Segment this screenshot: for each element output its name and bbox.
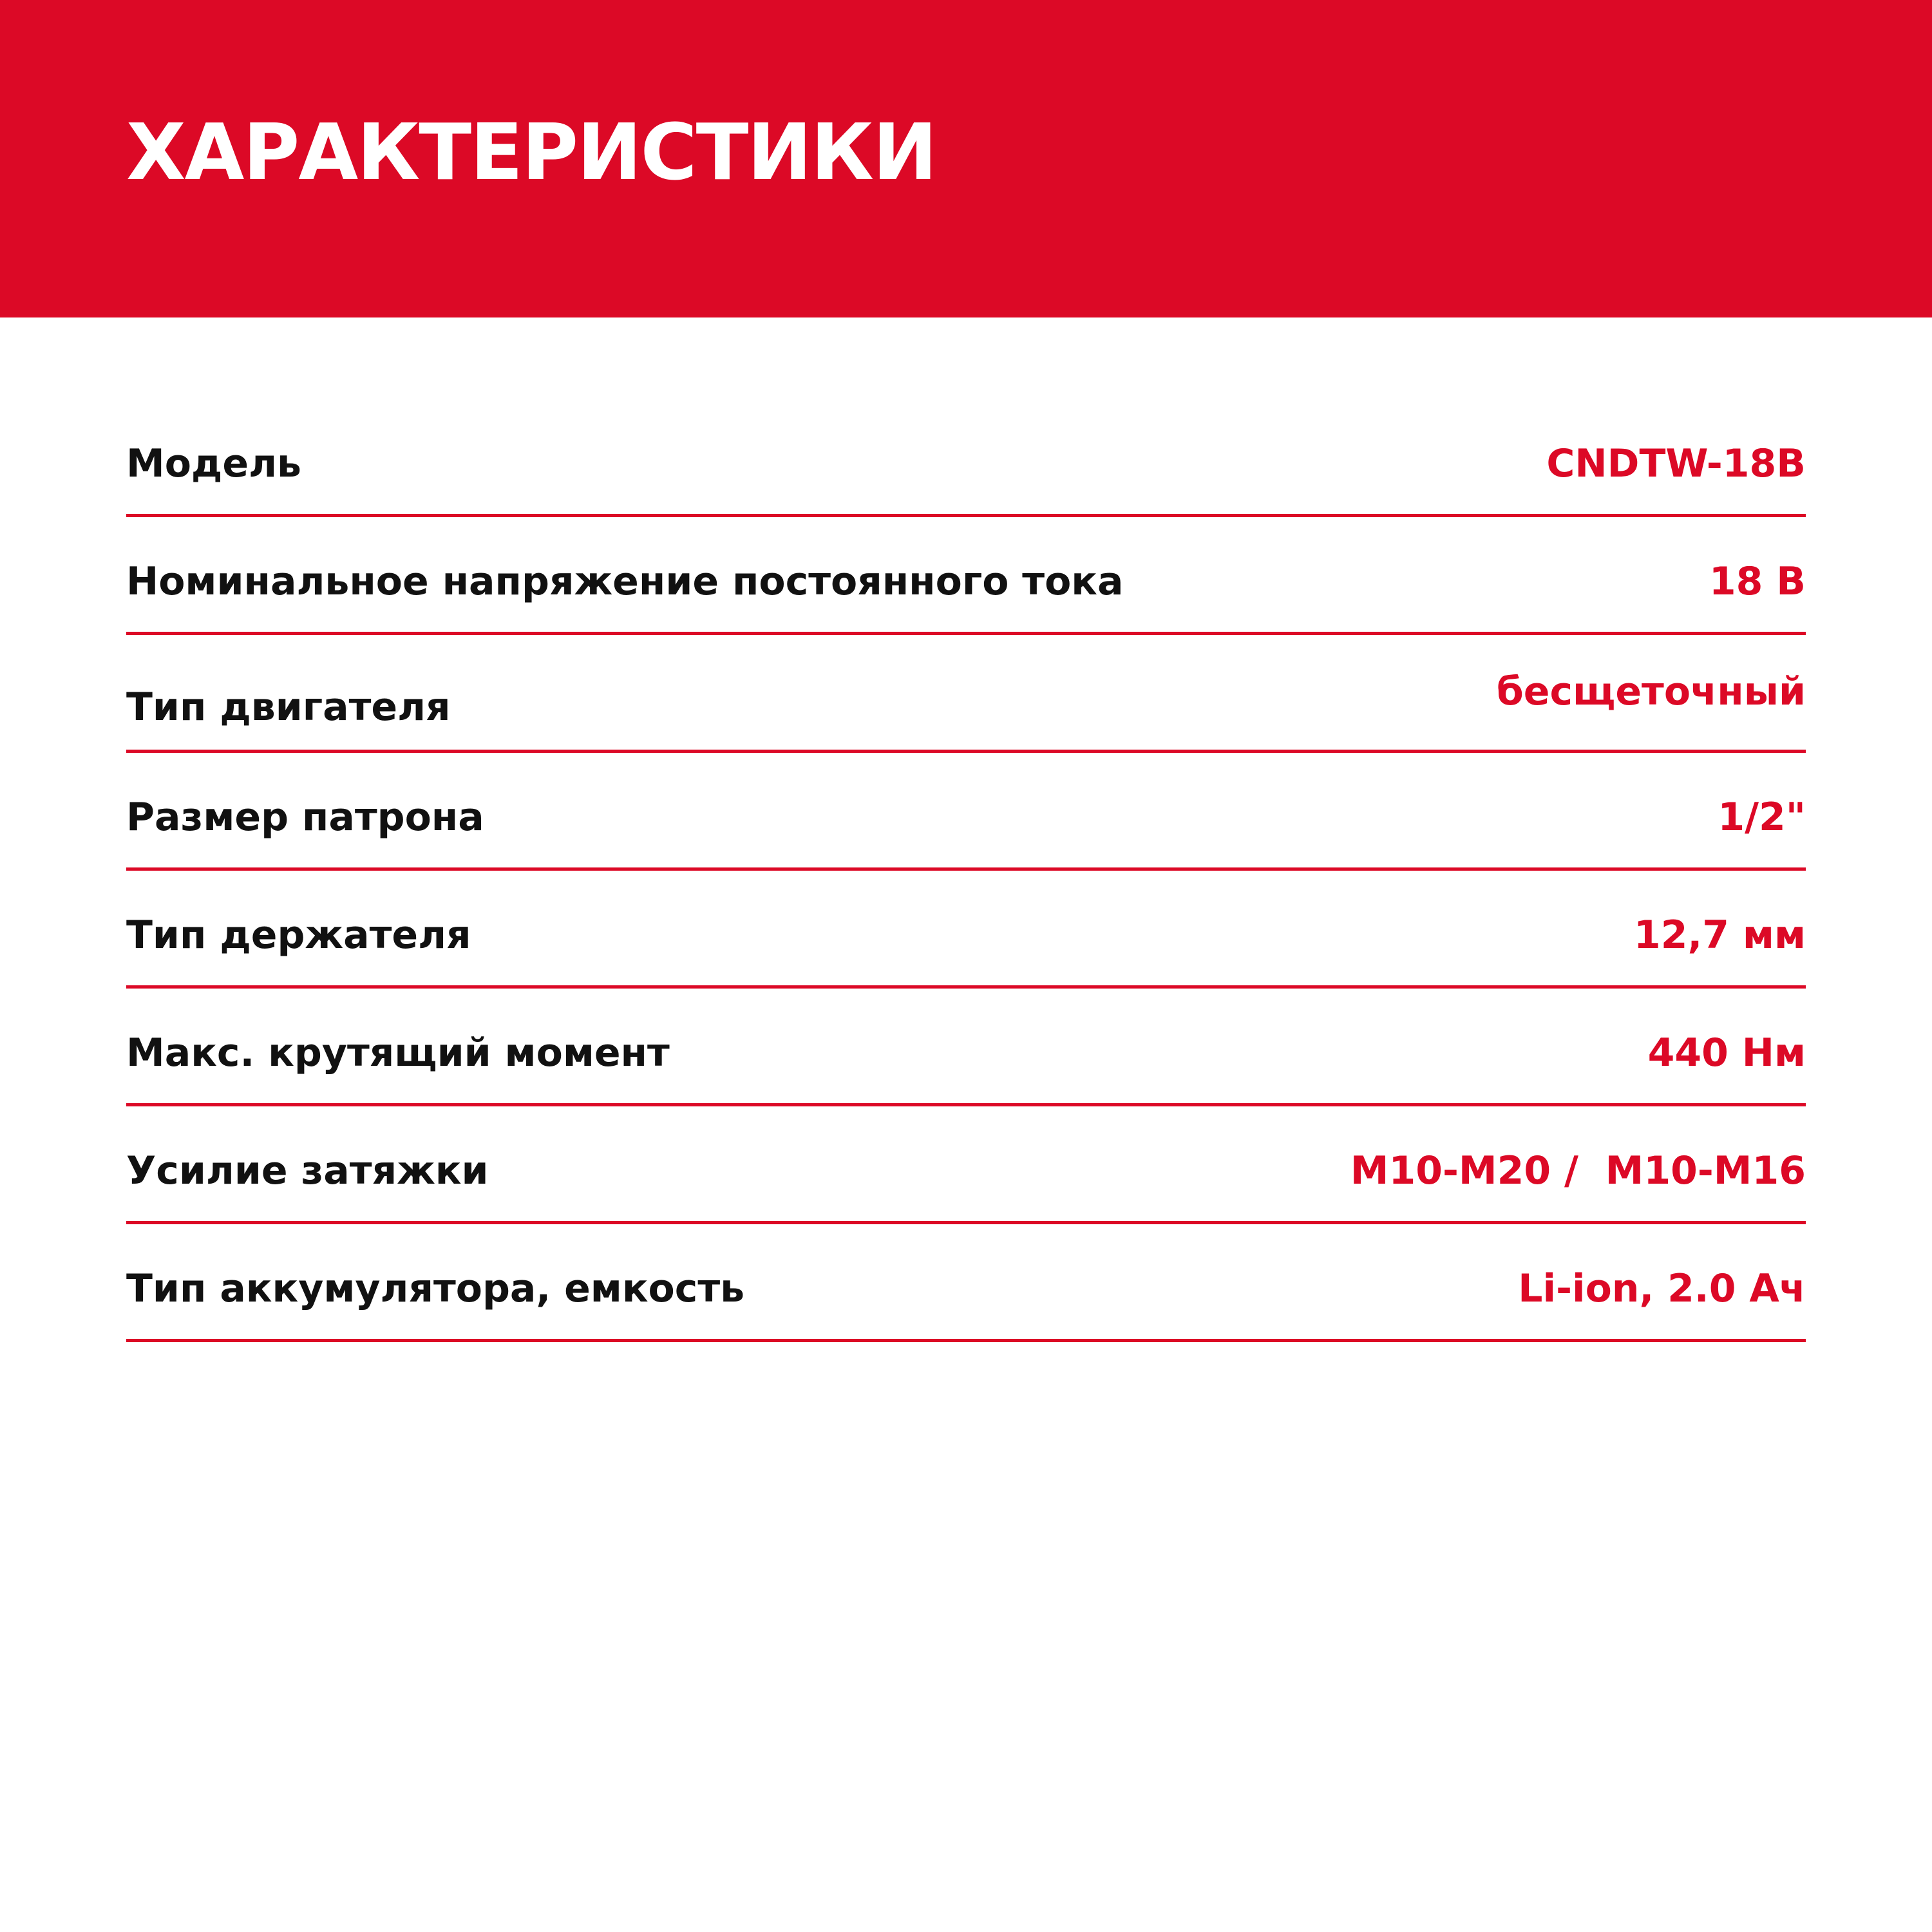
spec-label: Размер патрона <box>126 795 484 840</box>
spec-row-max-torque <box>126 989 1806 1106</box>
page-title: ХАРАКТЕРИСТИКИ <box>126 108 936 198</box>
spec-value: 18 В <box>1709 559 1806 604</box>
spec-label: Модель <box>126 441 301 486</box>
spec-label: Номинальное напряжение постоянного тока <box>126 559 1124 604</box>
spec-value: 12,7 мм <box>1633 913 1806 958</box>
spec-value: 1/2" <box>1718 795 1806 840</box>
spec-label: Усилие затяжки <box>126 1148 489 1193</box>
spec-table <box>126 399 1806 1342</box>
spec-value: 440 Нм <box>1647 1030 1806 1075</box>
spec-value: бесщеточный <box>1496 669 1806 714</box>
spec-label: Тип аккумулятора, емкость <box>126 1266 745 1311</box>
header-banner <box>0 0 1932 317</box>
spec-row-battery <box>126 1224 1806 1342</box>
spec-label: Тип держателя <box>126 913 471 958</box>
spec-value: М10-М20 / М10-М16 <box>1350 1148 1806 1193</box>
spec-label: Макс. крутящий момент <box>126 1030 670 1075</box>
spec-value: CNDTW-18B <box>1546 441 1806 486</box>
spec-row-voltage <box>126 517 1806 635</box>
spec-row-chuck-size <box>126 753 1806 871</box>
spec-value: Li-ion, 2.0 Ач <box>1518 1266 1806 1311</box>
spec-row-tightening <box>126 1106 1806 1224</box>
spec-row-motor-type <box>126 635 1806 753</box>
spec-row-model <box>126 399 1806 517</box>
spec-label: Тип двигателя <box>126 685 451 730</box>
spec-row-holder-type <box>126 871 1806 989</box>
